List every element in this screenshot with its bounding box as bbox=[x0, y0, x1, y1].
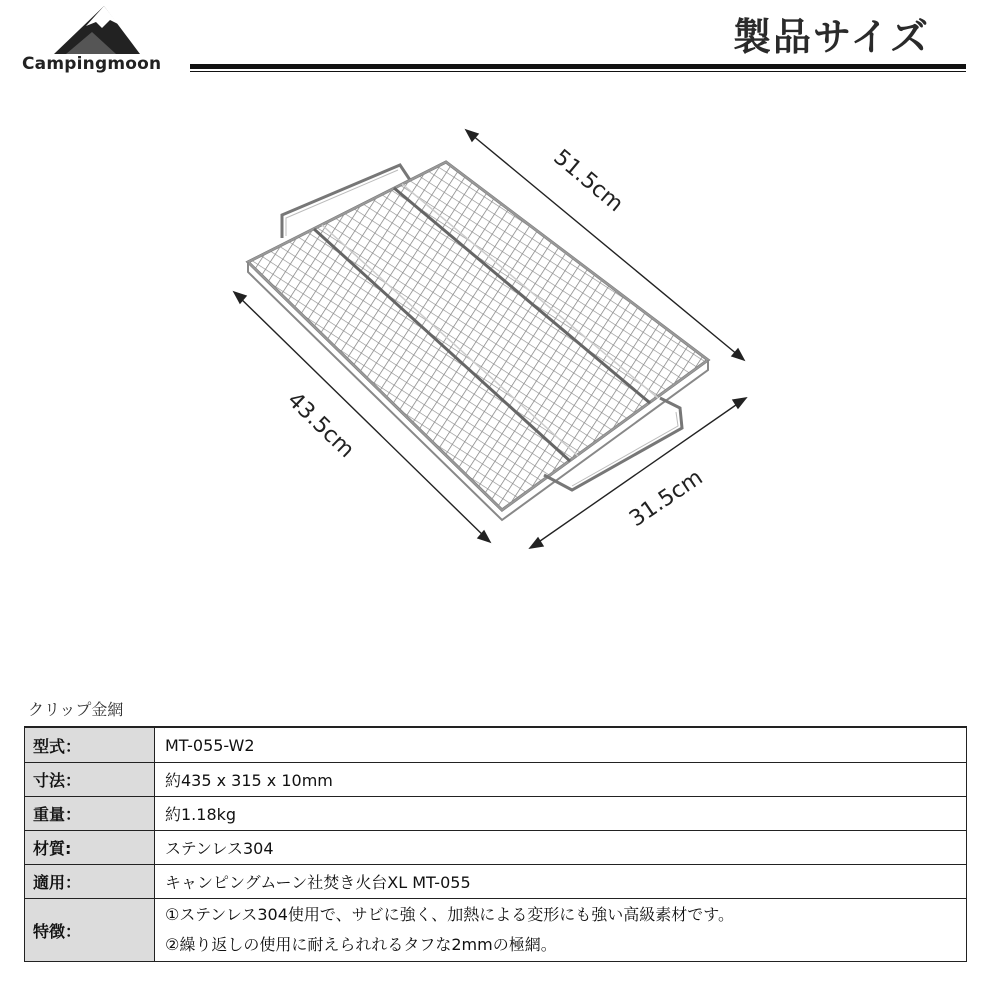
spec-label: 型式： bbox=[25, 727, 155, 763]
table-row bbox=[25, 763, 967, 797]
grill-net bbox=[248, 162, 708, 520]
brand-name: Campingmoon bbox=[22, 54, 162, 74]
header-divider bbox=[190, 64, 966, 69]
table-row bbox=[25, 899, 967, 962]
header-divider-thin bbox=[190, 71, 966, 72]
spec-label: 重量： bbox=[25, 797, 155, 831]
spec-table bbox=[24, 726, 967, 962]
page-title: 製品サイズ bbox=[733, 15, 930, 59]
mountain-icon bbox=[52, 4, 142, 56]
dimension-depth-label: 43.5cm bbox=[282, 387, 359, 463]
table-row bbox=[25, 831, 967, 865]
table-row bbox=[25, 865, 967, 899]
feature-line: ①ステンレス304使用で、サビに強く、加熱による変形にも強い高級素材です。 bbox=[165, 905, 734, 924]
table-row bbox=[25, 797, 967, 831]
spec-value: 約1.18kg bbox=[155, 797, 967, 831]
spec-value: キャンピングムーン社焚き火台XL MT-055 bbox=[155, 865, 967, 899]
product-diagram bbox=[0, 90, 1000, 670]
dimension-width-label: 31.5cm bbox=[625, 465, 708, 533]
feature-line: ②繰り返しの使用に耐えられれるタフな2mmの極網。 bbox=[165, 935, 557, 954]
table-row bbox=[25, 727, 967, 763]
dimension-length-label: 51.5cm bbox=[548, 144, 628, 218]
spec-value: 約435 x 315 x 10mm bbox=[155, 763, 967, 797]
spec-label: 適用： bbox=[25, 865, 155, 899]
spec-label: 寸法： bbox=[25, 763, 155, 797]
spec-label: 材質: bbox=[25, 831, 155, 865]
spec-label: 特徴： bbox=[25, 899, 155, 962]
spec-value: ステンレス304 bbox=[155, 831, 967, 865]
brand-logo bbox=[22, 4, 182, 80]
spec-value: MT-055-W2 bbox=[155, 727, 967, 763]
product-caption: クリップ金網 bbox=[28, 700, 124, 719]
spec-value bbox=[155, 899, 967, 962]
